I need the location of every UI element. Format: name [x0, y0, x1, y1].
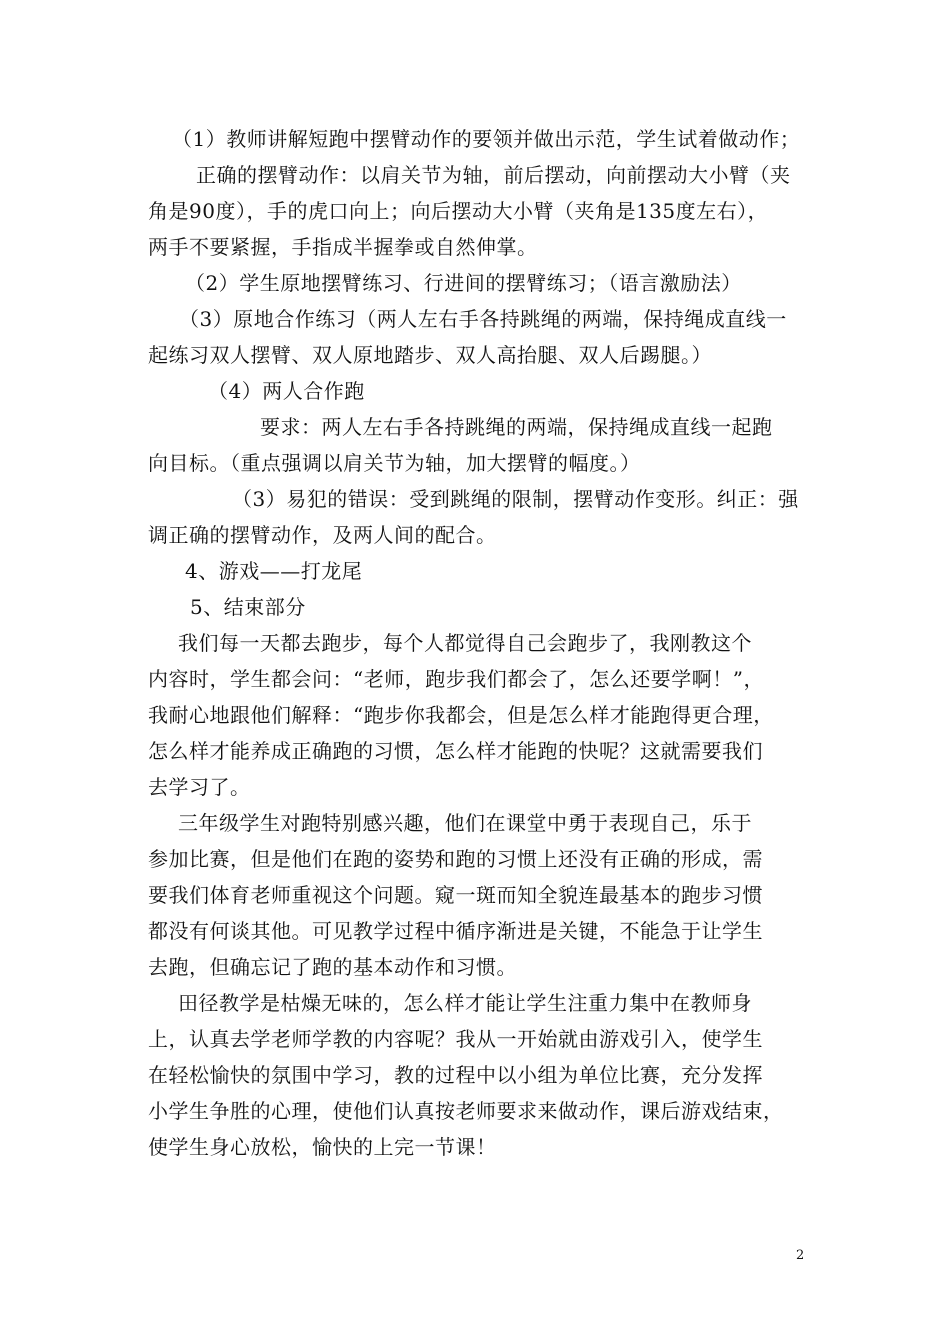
text-line-17: 我耐心地跟他们解释：“跑步你我都会，但是怎么样才能跑得更合理， [148, 703, 774, 727]
text-line-18: 怎么样才能养成正确跑的习惯，怎么样才能跑的快呢？这就需要我们 [148, 739, 763, 763]
text-line-3: 角是90度），手的虎口向上；向后摆动大小臂（夹角是135度左右）， [148, 199, 769, 223]
text-line-14: 5、结束部分 [190, 595, 306, 619]
text-line-2: 正确的摆臂动作：以肩关节为轴，前后摆动，向前摆动大小臂（夹 [196, 163, 791, 187]
text-line-8: （4）两人合作跑 [208, 379, 365, 403]
text-line-13: 4、游戏——打龙尾 [185, 559, 363, 583]
text-line-6: （3）原地合作练习（两人左右手各持跳绳的两端，保持绳成直线一 [179, 307, 787, 331]
text-line-21: 参加比赛，但是他们在跑的姿势和跑的习惯上还没有正确的形成，需 [148, 847, 763, 871]
text-line-10: 向目标。（重点强调以肩关节为轴，加大摆臂的幅度。） [148, 451, 641, 475]
text-line-19: 去学习了。 [148, 775, 251, 799]
text-line-9: 要求：两人左右手各持跳绳的两端，保持绳成直线一起跑 [260, 415, 773, 439]
text-line-16: 内容时，学生都会问：“老师，跑步我们都会了，怎么还要学啊！”， [148, 667, 764, 691]
text-line-15: 我们每一天都去跑步，每个人都觉得自己会跑步了，我刚教这个 [178, 631, 752, 655]
text-line-11: （3）易犯的错误：受到跳绳的限制，摆臂动作变形。纠正：强 [232, 487, 799, 511]
text-line-29: 使学生身心放松，愉快的上完一节课！ [148, 1135, 497, 1159]
text-line-28: 小学生争胜的心理，使他们认真按老师要求来做动作，课后游戏结束， [148, 1099, 784, 1123]
page-number: 2 [796, 1248, 805, 1263]
text-line-7: 起练习双人摆臂、双人原地踏步、双人高抬腿、双人后踢腿。） [148, 343, 712, 367]
text-line-24: 去跑，但确忘记了跑的基本动作和习惯。 [148, 955, 517, 979]
text-line-26: 上，认真去学老师学教的内容呢？我从一开始就由游戏引入，使学生 [148, 1027, 763, 1051]
text-line-4: 两手不要紧握，手指成半握拳或自然伸掌。 [148, 235, 538, 259]
text-line-22: 要我们体育老师重视这个问题。窥一斑而知全貌连最基本的跑步习惯 [148, 883, 763, 907]
text-line-12: 调正确的摆臂动作，及两人间的配合。 [148, 523, 497, 547]
text-line-27: 在轻松愉快的氛围中学习，教的过程中以小组为单位比赛，充分发挥 [148, 1063, 763, 1087]
text-line-20: 三年级学生对跑特别感兴趣，他们在课堂中勇于表现自己，乐于 [178, 811, 752, 835]
text-line-5: （2）学生原地摆臂练习、行进间的摆臂练习；（语言激励法） [185, 271, 742, 295]
text-line-25: 田径教学是枯燥无味的，怎么样才能让学生注重力集中在教师身 [178, 991, 752, 1015]
text-line-23: 都没有何谈其他。可见教学过程中循序渐进是关键，不能急于让学生 [148, 919, 763, 943]
text-line-1: （1）教师讲解短跑中摆臂动作的要领并做出示范，学生试着做动作； [172, 127, 801, 151]
